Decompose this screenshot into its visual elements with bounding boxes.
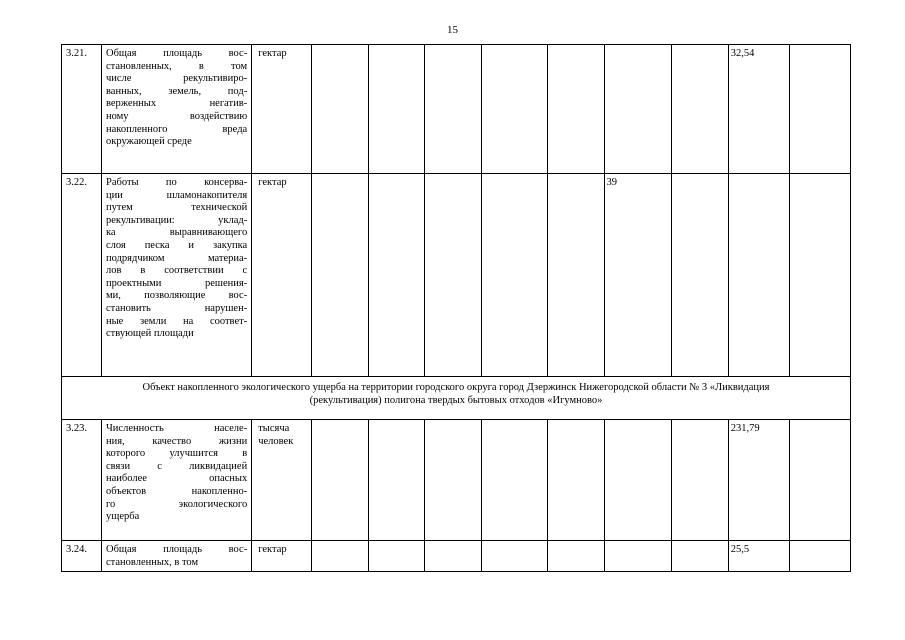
indicator-description [101,541,251,572]
value-cell [790,420,851,541]
indicators-table [61,44,851,572]
description-line: го экологического [105,498,248,510]
value-cell [671,420,728,541]
description-line: ка выравнивающего [105,227,248,239]
indicator-description [101,420,251,541]
description-line: проектными решения- [105,277,248,289]
description-line: Работы по консерва- [105,177,248,188]
value-cell: 32,54 [728,45,790,174]
description-line: которого улучшится в [105,448,248,460]
unit-of-measure: гектар [252,541,311,572]
value-cell [671,541,728,572]
value-cell [368,45,424,174]
description-line: числе рекультивиро- [105,73,248,85]
value-cell [604,420,671,541]
value-cell [425,45,482,174]
description-line: ния, качество жизни [105,435,248,447]
description-line: лов в соответствии с [105,265,248,277]
description-line: рекультивации: уклад- [105,214,248,226]
description-line: объектов накопленно- [105,485,248,497]
description-line: подрядчиком материа- [105,252,248,264]
description-line: становленных, в том [105,556,199,568]
description-line: Общая площадь вос- [105,48,248,59]
description-line: связи с ликвидацией [105,460,248,472]
description-line: окружающей среде [105,136,192,148]
section-header-line: (рекультивация) полигона твердых бытовых отходов «Игумново» [309,395,603,406]
unit-of-measure: гектар [252,45,311,174]
value-cell: 39 [604,174,671,377]
value-cell [311,420,368,541]
value-cell [548,174,604,377]
table-row [62,541,851,572]
value-cell [548,541,604,572]
value-cell [671,45,728,174]
description-line: ущерба [105,511,140,523]
value-cell [790,541,851,572]
description-line: верженных негатив- [105,98,248,110]
indicator-description [101,45,251,174]
value-cell: 25,5 [728,541,790,572]
value-cell [368,174,424,377]
value-cell [482,45,548,174]
value-cell [482,541,548,572]
description-line: ванных, земель, под- [105,85,248,97]
value-cell [790,174,851,377]
value-cell [671,174,728,377]
value-cell: 231,79 [728,420,790,541]
description-line: путем технической [105,202,248,214]
value-cell [368,541,424,572]
value-cell [368,420,424,541]
unit-of-measure: гектар [252,174,311,377]
section-header-row [62,377,851,420]
section-header [62,377,851,420]
value-cell [311,541,368,572]
value-cell [548,45,604,174]
value-cell [482,420,548,541]
table-row [62,174,851,377]
value-cell [548,420,604,541]
value-cell [482,174,548,377]
description-line: ции шламонакопителя [105,189,248,201]
unit-of-measure: тысяча человек [252,420,311,541]
description-line: слоя песка и закупка [105,239,248,251]
value-cell [425,174,482,377]
row-number: 3.23. [62,420,102,541]
value-cell [425,541,482,572]
description-line: накопленного вреда [105,123,248,135]
page-number: 15 [447,24,458,36]
value-cell [604,541,671,572]
indicator-description [101,174,251,377]
value-cell [311,45,368,174]
description-line: Общая площадь вос- [105,544,248,555]
description-line: наиболее опасных [105,473,248,485]
description-line: Численность населе- [105,423,248,434]
description-line: ствующей площади [105,328,194,340]
description-line: ные земли на соответ- [105,315,248,327]
row-number: 3.24. [62,541,102,572]
description-line: становленных, в том [105,60,248,72]
description-line: ми, позволяющие вос- [105,290,248,302]
value-cell [604,45,671,174]
row-number: 3.22. [62,174,102,377]
description-line: становить нарушен- [105,302,248,314]
value-cell [728,174,790,377]
table-row [62,420,851,541]
description-line: ному воздействию [105,110,248,122]
row-number: 3.21. [62,45,102,174]
value-cell [311,174,368,377]
value-cell [790,45,851,174]
table-row [62,45,851,174]
section-header-line: Объект накопленного экологического ущерба на территории городского округа город Дзержинск Нижегородской области № 3 «Ликвидация [142,382,770,393]
value-cell [425,420,482,541]
